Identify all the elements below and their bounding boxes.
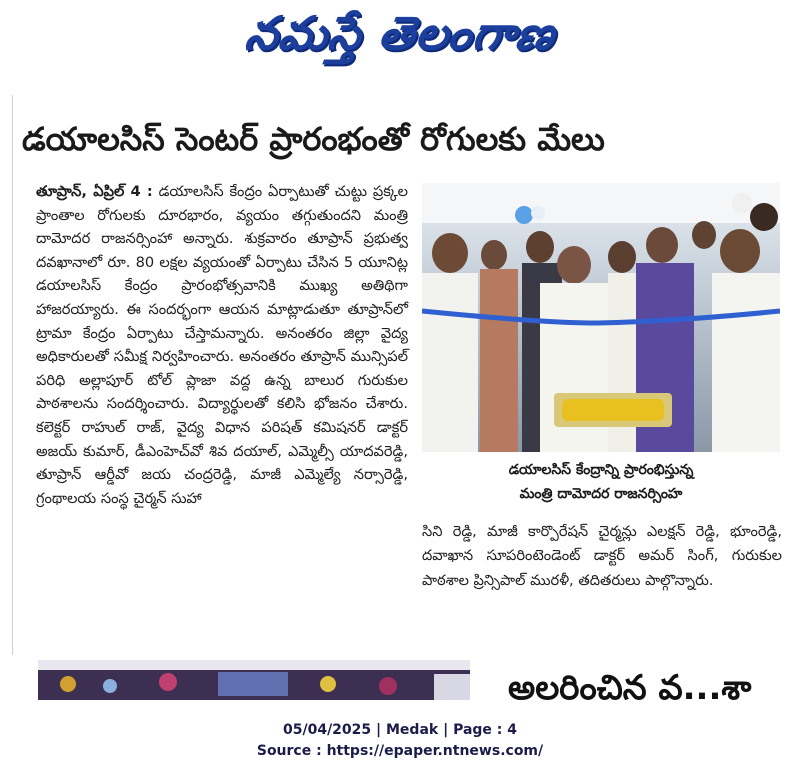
article-body-left-column xyxy=(36,180,408,510)
article-dateline: తూప్రాన్, ఏప్రిల్ 4 : xyxy=(36,183,153,200)
article-body-right-column: సిని రెడ్డి, మాజీ కార్పొరేషన్ చైర్మన్లు ఎలక్షన్ రెడ్డి, భూంరెడ్డి, దవాఖాన సూపరింటెండెంట్ డాక్టర్ అమర్ సింగ్, గురుకుల పాఠశాల ప్రిన్సిపాల్ మురళీ, తదితరులు పాల్గొన్నారు. xyxy=(422,523,782,589)
article-photo xyxy=(422,183,780,452)
photo-caption xyxy=(422,458,780,506)
photo-caption-line-2: మంత్రి దామోదర రాజనర్సింహ xyxy=(519,486,683,502)
masthead-title: నమస్తే తెలంగాణ xyxy=(242,6,560,60)
footer-source: Source : https://epaper.ntnews.com/ xyxy=(256,743,544,759)
column-rule xyxy=(12,95,13,655)
next-article-headline: అలరించిన వ...శా xyxy=(508,660,800,700)
photo-caption-line-1: డయాలసిస్ కేంద్రాన్ని ప్రారంభిస్తున్న xyxy=(508,462,694,478)
article-headline: డయాలసిస్ సెంటర్ ప్రారంభంతో రోగులకు మేలు xyxy=(22,120,605,158)
newspaper-masthead xyxy=(0,0,800,78)
next-article-photo xyxy=(38,660,470,700)
event-stage-photo xyxy=(38,660,470,700)
article-body-left-text: డయాలసిస్ కేంద్రం ఏర్పాటుతో చుట్టు ప్రక్కల ప్రాంతాల రోగులకు దూరభారం, వ్యయం తగ్గుతుందని మంత్రి దామోదర రాజనర్సింహా అన్నారు. శుక్రవారం తూప్రాన్ ప్రభుత్వ దవఖానాలో రూ. 80 లక్షల వ్యయంతో ఏర్పాటు చేసిన 5 యూనిట్ల డయాలసిస్ కేంద్రం ప్రారంభోత్సవానికి ముఖ్య అతిథిగా హాజరయ్యారు. ఈ సందర్భంగా ఆయన మాట్లాడుతూ తూప్రాన్‌లో ట్రామా కేంద్రం ఏర్పాటు చేస్తామన్నారు. అనంతరం జిల్లా వైద్య అధికారులతో సమీక్ష నిర్వహించారు. అనంతరం తూప్రాన్ మున్సిపల్ పరిధి అల్లాపూర్ టోల్ ప్లాజా వద్ద ఉన్న బాలుర గురుకుల పాఠశాలను సందర్శించారు. విద్యార్థులతో కలిసి భోజనం చేశారు. కలెక్టర్ రాహుల్ రాజ్, వైద్య విధాన పరిషత్ కమిషనర్ డాక్టర్ అజయ్ కుమార్, డీఎంహెచ్‌వో శివ దయాల్, ఎమ్మెల్సీ యాదవరెడ్డి, తూప్రాన్ ఆర్డీవో జయ చంద్రరెడ్డి, మాజీ ఎమ్మెల్యే నర్సారెడ్డి, గ్రంథాలయ సంస్థ చైర్మన్ సుహా xyxy=(36,183,408,507)
next-article-strip xyxy=(38,660,800,700)
ribbon-cutting-photo xyxy=(422,183,780,452)
epaper-footer xyxy=(0,700,800,781)
footer-date-edition-page: 05/04/2025 | Medak | Page : 4 xyxy=(282,722,518,738)
